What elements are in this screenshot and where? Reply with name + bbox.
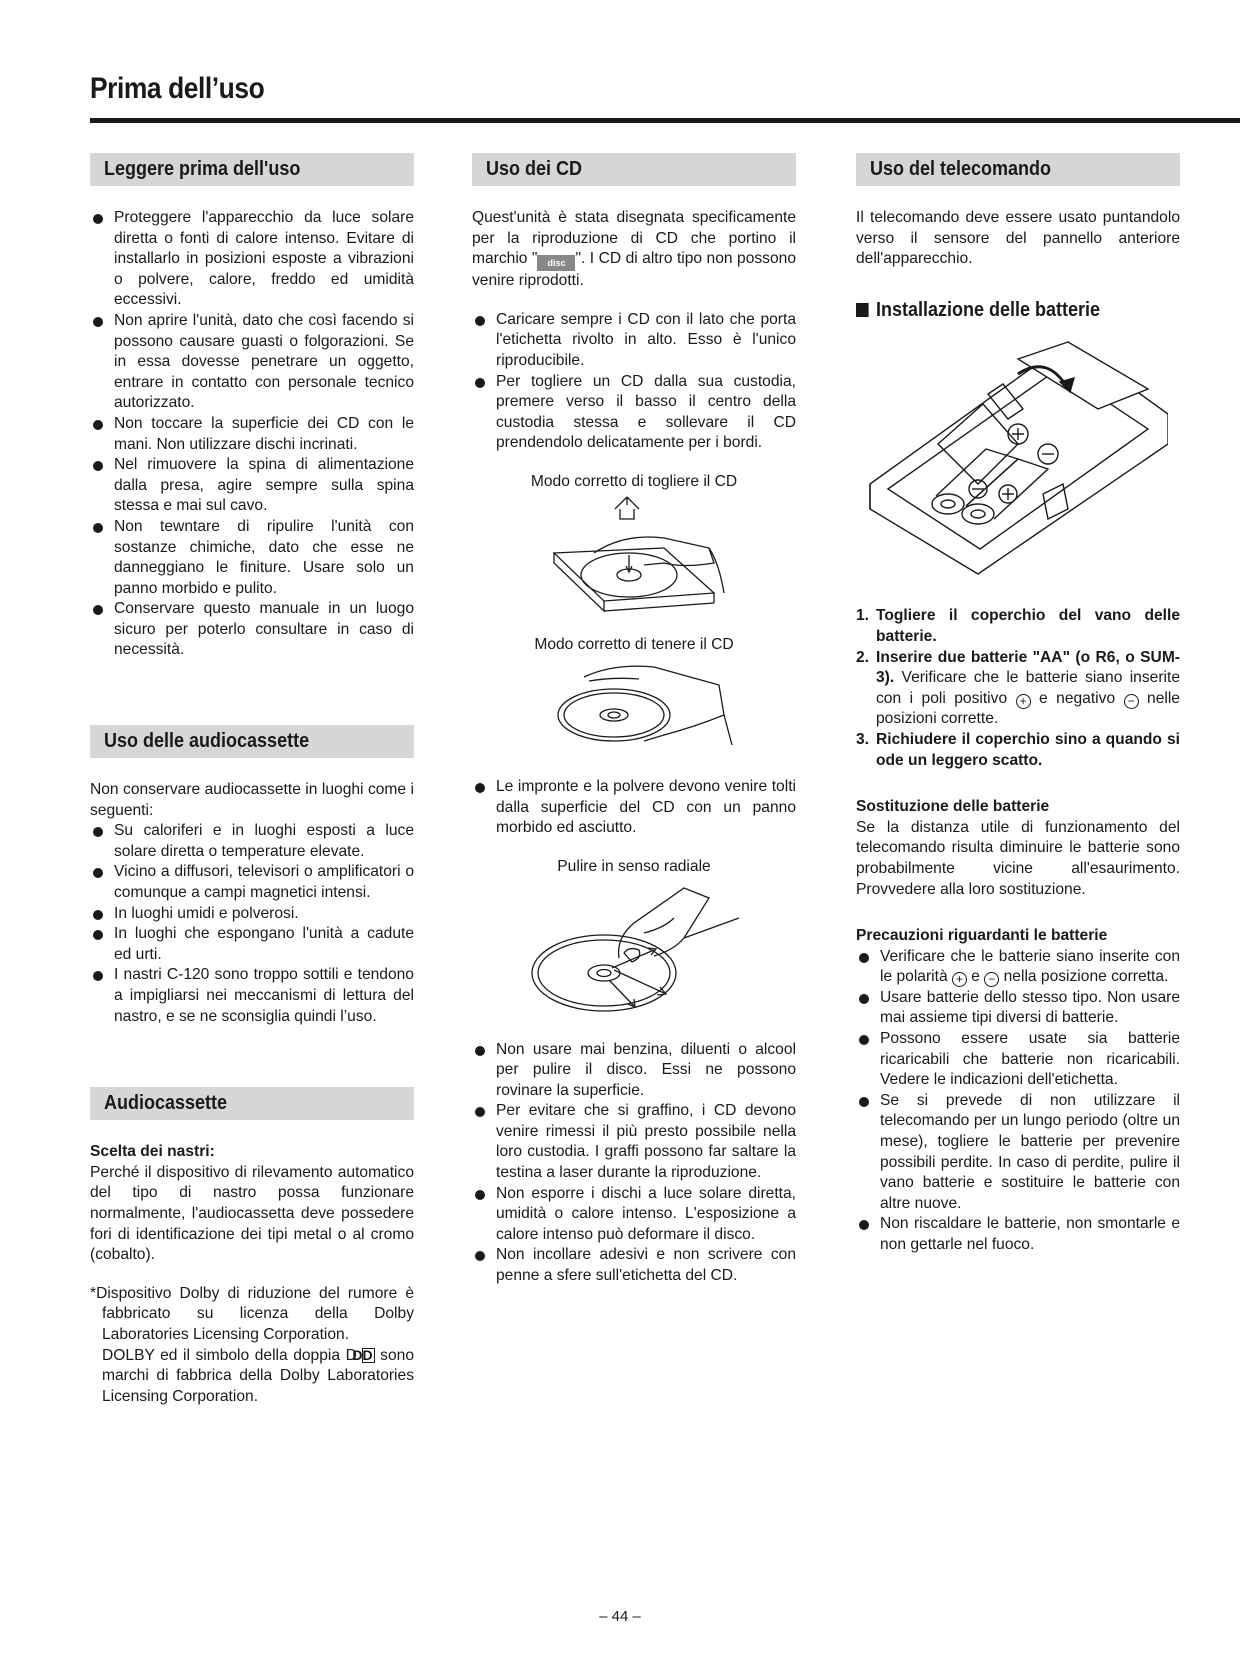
- title-rule: [90, 118, 1240, 123]
- minus-icon: −: [984, 972, 999, 987]
- column-3: [856, 153, 1180, 1256]
- list-item: Non usare mai benzina, diluenti o alcool per pulire il disco. Essi ne possono rovinare la superficie.: [472, 1040, 796, 1102]
- list-item: 3. Richiudere il coperchio sino a quando si ode un leggero scatto.: [856, 730, 1180, 769]
- bullet-list-leggere: [90, 208, 414, 661]
- paragraph: Se la distanza utile di funzionamento del telecomando risulta diminuire le batterie sono probabilmente vicine all'esaurimento. Provvedere alla loro sostituzione.: [856, 818, 1180, 898]
- subheading: Scelta dei nastri:: [90, 1143, 215, 1161]
- list-item: Possono essere usate sia batterie ricaricabili che batterie non ricaricabili. Vedere le indicazioni dell'etichetta.: [856, 1029, 1180, 1091]
- minus-icon: −: [1124, 694, 1139, 709]
- bullet-list-cd-3: [472, 1040, 796, 1287]
- list-item: Non incollare adesivi e non scrivere con penne a sfere sull'etichetta del CD.: [472, 1245, 796, 1286]
- list-item: Vicino a diffusori, televisori o amplificatori o comunque a campi magnetici intensi.: [90, 862, 414, 903]
- list-item: Caricare sempre i CD con il lato che porta l'etichetta rivolto in alto. Esso è l'unico riproducibile.: [472, 310, 796, 372]
- square-bullet-icon: [856, 303, 869, 317]
- list-item: 2. Inserire due batterie "AA" (o R6, o SUM-3). Verificare che le batterie siano inserite con i poli positivo + e negativo − nelle posizioni corrette.: [856, 648, 1180, 728]
- subheading: Sostituzione delle batterie: [856, 798, 1050, 816]
- bullet-list-cd-2: [472, 777, 796, 839]
- list-item: 1. Togliere il coperchio del vano delle batterie.: [856, 607, 1180, 645]
- list-item: Proteggere l'apparecchio da luce solare diretta o fonti di calore intenso. Evitare di installarlo in posizioni esposte a vibrazioni o polvere, calore, freddo ed umidità eccessivi.: [90, 208, 414, 311]
- list-item: I nastri C-120 sono troppo sottili e tendono a impigliarsi nei meccanismi di lettura del nastro, e se ne sconsiglia quindi l’uso.: [90, 965, 414, 1027]
- paragraph: Quest'unità è stata disegnata specificamente per la riproduzione di CD che portino il marchio " disc ". I CD di altro tipo non possono venire riprodotti.: [472, 209, 796, 290]
- list-item: Su caloriferi e in luoghi esposti a luce solare diretta o temperature elevate.: [90, 821, 414, 862]
- page-number: – 44 –: [599, 1608, 641, 1625]
- plus-icon: +: [952, 972, 967, 987]
- remove-cd-illustration: [534, 493, 734, 623]
- bullet-list-cd-1: [472, 310, 796, 454]
- figure-caption: Modo corretto di tenere il CD: [534, 635, 734, 653]
- list-item: Se si prevede di non utilizzare il telecomando per un lungo periodo (oltre un mese), togliere le batterie per prevenire possibili perdite. In caso di perdite, pulire il vano batterie e sostituire le batterie con altre nuove.: [856, 1091, 1180, 1215]
- compact-disc-logo: disc: [537, 255, 575, 271]
- section-heading-telecomando: Uso del telecomando: [856, 153, 1180, 186]
- list-item: In luoghi umidi e polverosi.: [90, 904, 414, 925]
- figure-caption: Pulire in senso radiale: [557, 857, 711, 875]
- figure-caption: Modo corretto di togliere il CD: [530, 472, 738, 490]
- list-item: Nel rimuovere la spina di alimentazione dalla presa, agire sempre sulla spina stessa e mai sul cavo.: [90, 455, 414, 517]
- list-item: Usare batterie dello stesso tipo. Non usare mai assieme tipi diversi di batterie.: [856, 988, 1180, 1029]
- dolby-logo: DD: [352, 1346, 373, 1363]
- paragraph: Perché il dispositivo di rilevamento automatico del tipo di nastro possa funzionare normalmente, l'audiocassetta deve possedere fori di identificazione dei tipi metal o al cromo (cobalto).: [90, 1163, 414, 1264]
- paragraph: Il telecomando deve essere usato puntandolo verso il sensore del pannello anteriore dell'apparecchio.: [856, 209, 1180, 268]
- list-item: Non esporre i dischi a luce solare diretta, umidità o calore intenso. L'esposizione a calore intenso può deformare il disco.: [472, 1184, 796, 1246]
- section-heading-audiocassette: Audiocassette: [90, 1087, 414, 1120]
- footnote: *Dispositivo Dolby di riduzione del rumore è fabbricato su licenza della Dolby Laboratories Licensing Corporation. DOLBY ed il simbolo della doppia D DD sono marchi di fabbrica della Dolby Laboratories Licensing Corporation.: [90, 1284, 414, 1405]
- remote-battery-illustration: [868, 334, 1168, 584]
- subsection-heading-batterie: Installazione delle batterie: [856, 300, 1180, 321]
- section-heading-leggere: Leggere prima dell'uso: [90, 153, 414, 186]
- bullet-list-audiocassette: [90, 821, 414, 1027]
- column-1: [90, 153, 414, 1407]
- list-item: Non riscaldare le batterie, non smontarle e non gettarle nel fuoco.: [856, 1214, 1180, 1255]
- column-2: [472, 153, 796, 1287]
- list-item: Le impronte e la polvere devono venire tolti dalla superficie del CD con un panno morbido ed asciutto.: [472, 777, 796, 839]
- plus-icon: +: [1016, 694, 1031, 709]
- page-title: Prima dell’uso: [90, 72, 265, 105]
- list-item: Per evitare che si graffino, i CD devono venire rimessi il più presto possibile nella loro custodia. I graffi possono far saltare la testina a laser durante la riproduzione.: [472, 1101, 796, 1183]
- clean-cd-illustration: [524, 878, 744, 1018]
- list-item: Non tewntare di ripulire l'unità con sostanze chimiche, dato che esse ne danneggiano le finiture. Usare solo un panno morbido e pulito.: [90, 517, 414, 599]
- list-item: Verificare che le batterie siano inserite con le polarità + e − nella posizione corretta.: [856, 947, 1180, 988]
- section-heading-audiocassette-uso: Uso delle audiocassette: [90, 725, 414, 758]
- bullet-list-precauzioni: [856, 947, 1180, 1256]
- section-heading-cd: Uso dei CD: [472, 153, 796, 186]
- list-item: Non toccare la superficie dei CD con le mani. Non utilizzare dischi incrinati.: [90, 414, 414, 455]
- paragraph: Non conservare audiocassette in luoghi come i seguenti:: [90, 781, 414, 819]
- list-item: Non aprire l'unità, dato che così facendo si possono causare guasti o folgorazioni. Se in essa dovesse penetrare un oggetto, entrare in contatto con personale tecnico autorizzato.: [90, 311, 414, 414]
- list-item: Per togliere un CD dalla sua custodia, premere verso il basso il centro della custodia stessa e sollevare il CD prendendolo delicatamente per i bordi.: [472, 372, 796, 454]
- subheading: Precauzioni riguardanti le batterie: [856, 927, 1108, 945]
- list-item: Conservare questo manuale in un luogo sicuro per poterlo consultare in caso di necessità.: [90, 599, 414, 661]
- hold-cd-illustration: [534, 655, 734, 755]
- battery-steps: [856, 606, 1180, 771]
- list-item: In luoghi che espongano l'unità a cadute ed urti.: [90, 924, 414, 965]
